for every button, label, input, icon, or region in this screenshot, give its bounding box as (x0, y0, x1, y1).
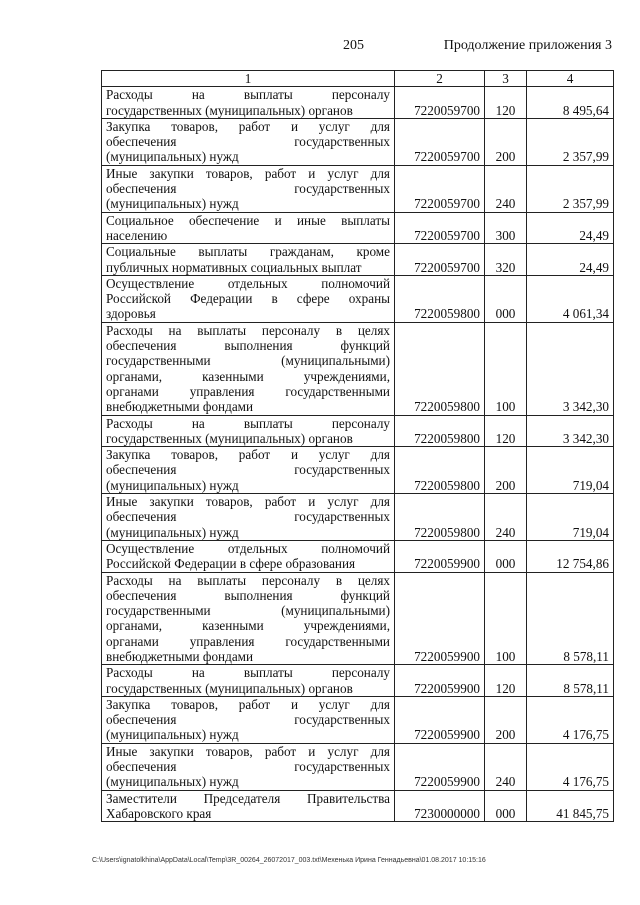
table-row (102, 87, 614, 119)
table-row (102, 665, 614, 697)
row-name-line: органами управления государственными (106, 633, 390, 649)
row-name-line: здоровья (106, 306, 156, 322)
row-sum: 8 495,64 (527, 87, 614, 119)
row-name (102, 322, 395, 415)
row-code: 7220059800 (395, 494, 485, 541)
row-name-line: Социальные выплаты гражданам, кроме (106, 244, 390, 260)
row-name-line: Иные закупки товаров, работ и услуг для (106, 494, 390, 510)
row-name-line: населению (106, 227, 168, 243)
row-sum: 4 176,75 (527, 743, 614, 790)
row-expense-type: 120 (485, 665, 527, 697)
row-expense-type: 320 (485, 244, 527, 276)
table-row (102, 540, 614, 572)
table-row (102, 275, 614, 322)
row-code: 7220059800 (395, 322, 485, 415)
row-name-line: Социальное обеспечение и иные выплаты (106, 212, 390, 228)
row-name-line: Расходы на выплаты персоналу (106, 665, 390, 681)
row-name (102, 540, 395, 572)
row-name-line: государственными (муниципальными) (106, 353, 390, 369)
row-name-line: Российской Федерации в сфере охраны (106, 291, 390, 307)
row-name-line: (муниципальных) нужд (106, 477, 239, 493)
row-sum: 2 357,99 (527, 165, 614, 212)
row-name-line: (муниципальных) нужд (106, 196, 239, 212)
row-expense-type: 240 (485, 494, 527, 541)
row-name (102, 118, 395, 165)
row-name (102, 275, 395, 322)
row-name-line: Российской Федерации в сфере образования (106, 556, 356, 572)
row-name-line: органами управления государственными (106, 383, 390, 399)
row-name-line: Закупка товаров, работ и услуг для (106, 118, 390, 134)
row-name-line: обеспечения выполнения функций (106, 338, 390, 354)
row-name-line: внебюджетными фондами (106, 648, 254, 664)
table-row (102, 244, 614, 276)
row-sum: 4 176,75 (527, 696, 614, 743)
table-row (102, 790, 614, 822)
row-name (102, 494, 395, 541)
row-name-line: обеспечения государственных (106, 712, 390, 728)
row-sum: 24,49 (527, 244, 614, 276)
row-sum: 2 357,99 (527, 118, 614, 165)
row-name-line: (муниципальных) нужд (106, 524, 239, 540)
row-expense-type: 000 (485, 790, 527, 822)
row-code: 7220059800 (395, 275, 485, 322)
row-name-line: государственных (муниципальных) органов (106, 430, 353, 446)
row-sum: 24,49 (527, 212, 614, 244)
row-name (102, 696, 395, 743)
row-code: 7220059700 (395, 118, 485, 165)
row-expense-type: 200 (485, 696, 527, 743)
row-name-line: Иные закупки товаров, работ и услуг для (106, 165, 390, 181)
table-row (102, 322, 614, 415)
row-expense-type: 000 (485, 275, 527, 322)
row-code: 7220059700 (395, 165, 485, 212)
row-name-line: обеспечения государственных (106, 134, 390, 150)
row-name-line: Закупка товаров, работ и услуг для (106, 447, 390, 463)
row-name-line: Осуществление отдельных полномочий (106, 275, 390, 291)
row-name-line: внебюджетными фондами (106, 399, 254, 415)
row-name (102, 212, 395, 244)
table-row (102, 118, 614, 165)
row-name (102, 165, 395, 212)
row-name (102, 572, 395, 665)
row-code: 7230000000 (395, 790, 485, 822)
row-name-line: обеспечения государственных (106, 759, 390, 775)
row-name-line: органами, казенными учреждениями, (106, 368, 390, 384)
row-expense-type: 240 (485, 165, 527, 212)
row-sum: 8 578,11 (527, 572, 614, 665)
row-name-line: Расходы на выплаты персоналу (106, 415, 390, 431)
row-name-line: (муниципальных) нужд (106, 774, 239, 790)
table-row (102, 494, 614, 541)
row-name-line: Иные закупки товаров, работ и услуг для (106, 743, 390, 759)
table-header-row (102, 71, 614, 87)
page-number: 205 (343, 38, 364, 53)
row-name-line: государственными (муниципальными) (106, 603, 390, 619)
row-sum: 3 342,30 (527, 322, 614, 415)
row-name-line: обеспечения выполнения функций (106, 587, 390, 603)
table-row (102, 212, 614, 244)
row-name (102, 743, 395, 790)
row-expense-type: 100 (485, 572, 527, 665)
row-name-line: (муниципальных) нужд (106, 149, 239, 165)
row-code: 7220059800 (395, 415, 485, 447)
continuation-heading: Продолжение приложения 3 (443, 38, 612, 53)
header-col-2: 2 (395, 71, 485, 87)
row-name-line: Расходы на выплаты персоналу (106, 87, 390, 103)
table-row (102, 743, 614, 790)
table-row (102, 447, 614, 494)
row-expense-type: 200 (485, 118, 527, 165)
row-name-line: Расходы на выплаты персоналу в целях (106, 572, 390, 588)
table-row (102, 696, 614, 743)
row-sum: 12 754,86 (527, 540, 614, 572)
row-code: 7220059800 (395, 447, 485, 494)
row-code: 7220059900 (395, 572, 485, 665)
budget-table (101, 70, 614, 822)
file-path-footer: C:\Users\ignatolkhina\AppData\Local\Temp\3R_00264_26072017_003.txt\Мехенька Ирина Геннадьевна\01.08.2017 10:15:16 (92, 857, 486, 864)
row-code: 7220059700 (395, 244, 485, 276)
row-name-line: Расходы на выплаты персоналу в целях (106, 322, 390, 338)
row-name-line: Хабаровского края (106, 805, 212, 821)
table-row (102, 165, 614, 212)
row-sum: 41 845,75 (527, 790, 614, 822)
row-code: 7220059700 (395, 212, 485, 244)
header-col-1: 1 (102, 71, 395, 87)
row-expense-type: 120 (485, 87, 527, 119)
row-sum: 4 061,34 (527, 275, 614, 322)
row-code: 7220059900 (395, 696, 485, 743)
row-name-line: публичных нормативных социальных выплат (106, 259, 362, 275)
row-sum: 3 342,30 (527, 415, 614, 447)
row-code: 7220059900 (395, 743, 485, 790)
row-name (102, 665, 395, 697)
row-name-line: государственных (муниципальных) органов (106, 102, 353, 118)
row-expense-type: 300 (485, 212, 527, 244)
row-code: 7220059700 (395, 87, 485, 119)
row-expense-type: 000 (485, 540, 527, 572)
row-name (102, 447, 395, 494)
row-name-line: обеспечения государственных (106, 462, 390, 478)
row-expense-type: 240 (485, 743, 527, 790)
table-row (102, 415, 614, 447)
row-name-line: государственных (муниципальных) органов (106, 680, 353, 696)
row-code: 7220059900 (395, 540, 485, 572)
row-code: 7220059900 (395, 665, 485, 697)
row-name-line: обеспечения государственных (106, 181, 390, 197)
row-name-line: Осуществление отдельных полномочий (106, 540, 390, 556)
row-sum: 719,04 (527, 447, 614, 494)
row-expense-type: 200 (485, 447, 527, 494)
row-name-line: органами, казенными учреждениями, (106, 618, 390, 634)
header-col-3: 3 (485, 71, 527, 87)
row-expense-type: 120 (485, 415, 527, 447)
row-sum: 719,04 (527, 494, 614, 541)
row-expense-type: 100 (485, 322, 527, 415)
row-name-line: Закупка товаров, работ и услуг для (106, 696, 390, 712)
row-sum: 8 578,11 (527, 665, 614, 697)
row-name-line: обеспечения государственных (106, 509, 390, 525)
row-name (102, 790, 395, 822)
row-name (102, 415, 395, 447)
row-name (102, 87, 395, 119)
table-row (102, 572, 614, 665)
header-col-4: 4 (527, 71, 614, 87)
row-name (102, 244, 395, 276)
row-name-line: (муниципальных) нужд (106, 727, 239, 743)
row-name-line: Заместители Председателя Правительства (106, 790, 390, 806)
